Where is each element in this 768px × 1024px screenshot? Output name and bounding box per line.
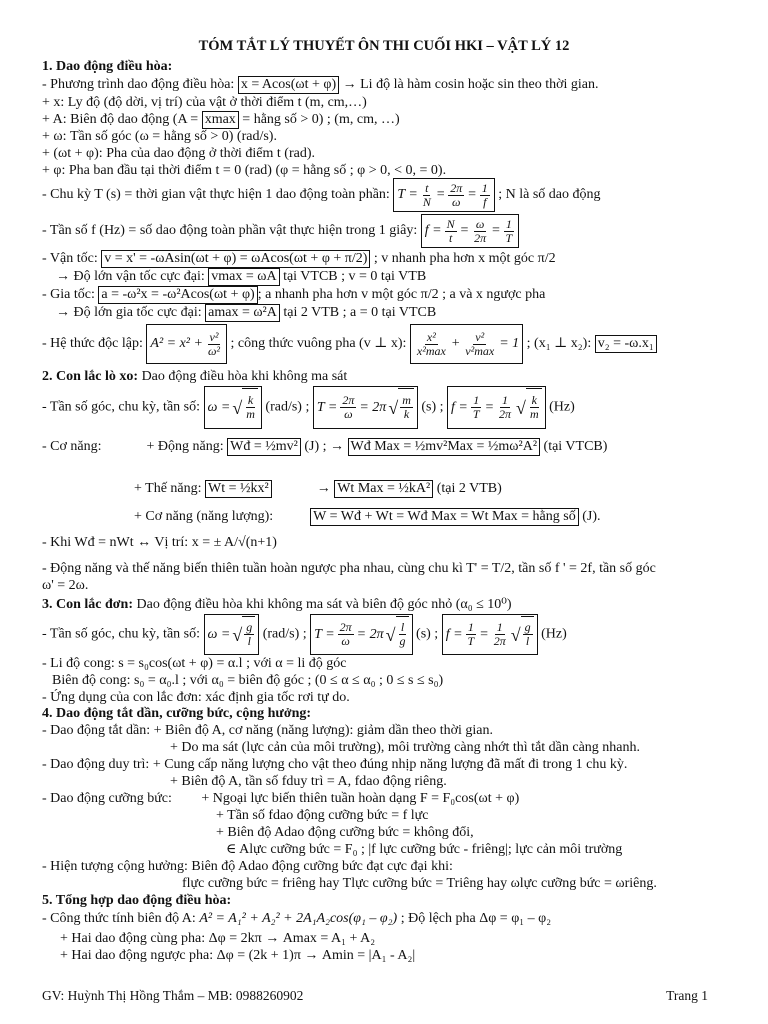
text: (s) ; bbox=[416, 626, 439, 642]
heading-text: 2. Con lắc lò xo: bbox=[42, 369, 139, 384]
text: = hằng số > 0) ; (m, cm, …) bbox=[238, 112, 400, 127]
text: - Công thức tính biên độ A: bbox=[42, 911, 200, 926]
s2-line-2 bbox=[42, 432, 607, 462]
s4-line-5 bbox=[42, 790, 519, 807]
period-formula: T = $\frac{t}{N}$ = $\frac{2\pi}{\omega}$ = $\frac{1}{f}$ bbox=[393, 178, 494, 212]
formula-box: Wđ = ½mv² bbox=[227, 438, 301, 456]
s1-line-8 bbox=[42, 214, 519, 248]
section-1-heading: 1. Dao động điều hòa: bbox=[42, 59, 173, 74]
period-formula: T = $\frac{2\pi}{\omega}$ = 2π √ $\frac{l}{g}$ bbox=[310, 614, 412, 655]
formula-box: v = x' = -ωAsin(ωt + φ) = ωAcos(ωt + φ + π/2) bbox=[101, 250, 370, 268]
s1-line-13 bbox=[42, 324, 657, 364]
formula-box: a = -ω²x = -ω²Acos(ωt + φ) bbox=[98, 286, 257, 304]
s1-line-3 bbox=[42, 111, 400, 129]
s4-line-1 bbox=[42, 722, 493, 739]
s1-line-7 bbox=[42, 178, 601, 212]
s2-line-1 bbox=[42, 386, 575, 429]
s4-line-10: flực cưỡng bức = friêng hay Tlực cưỡng bức = Triêng hay ωlực cưỡng bức = ωriêng. bbox=[182, 876, 657, 891]
text: ; Độ lệch pha Δφ = φ₁ – φ₂ bbox=[397, 911, 552, 926]
footer-page-number: Trang 1 bbox=[666, 988, 708, 1003]
formula-box: xmax bbox=[202, 111, 239, 129]
text: → Độ lớn vận tốc cực đại: bbox=[56, 269, 209, 284]
text: ; a nhanh pha hơn v một góc π/2 ; a và x ngược pha bbox=[257, 287, 546, 302]
text: (Hz) bbox=[541, 626, 567, 642]
text: - Tần số f (Hz) = số dao động toàn phần vật thực hiện trong 1 giây: bbox=[42, 223, 421, 239]
text: (tại 2 VTB) bbox=[433, 481, 502, 496]
formula-box: W = Wđ + Wt = Wđ Max = Wt Max = hằng số bbox=[310, 508, 579, 526]
text: - Phương trình dao động điều hòa: bbox=[42, 77, 238, 92]
text: + Thế năng: bbox=[134, 481, 206, 496]
text: - Dao động cưỡng bức: bbox=[42, 791, 176, 806]
text: + Cơ năng (năng lượng): bbox=[134, 509, 277, 524]
text: - Cơ năng: bbox=[42, 439, 102, 454]
s1-line-12 bbox=[56, 304, 436, 322]
s1-line-10 bbox=[56, 268, 426, 286]
text: (tại VTCB) bbox=[540, 439, 608, 454]
s1-line-5: + (ωt + φ): Pha của dao động ở thời điểm t (rad). bbox=[42, 146, 315, 161]
s4-line-7: + Biên độ Adao động cưỡng bức = không đổi, bbox=[216, 825, 474, 840]
s1-line-1 bbox=[42, 76, 598, 94]
text: Dao động điều hòa khi không ma sát bbox=[138, 369, 348, 384]
s4-line-8: ∈ Alực cưỡng bức = F₀ ; |f lực cưỡng bức - friêng|; lực cản môi trường bbox=[226, 842, 623, 857]
formula-box: Wt Max = ½kA² bbox=[334, 480, 433, 498]
text: + Ngoại lực biến thiên tuần hoàn dạng F = F₀cos(ωt + φ) bbox=[201, 791, 520, 806]
text: - Chu kỳ T (s) = thời gian vật thực hiện 1 dao động toàn phần: bbox=[42, 187, 394, 203]
text: (rad/s) ; bbox=[262, 626, 307, 642]
s5-line-3: + Hai dao động ngược pha: Δφ = (2k + 1)π → Amin = |A₁ - A₂| bbox=[60, 948, 416, 963]
text: tại 2 VTB ; a = 0 tại VTCB bbox=[279, 305, 437, 320]
text: + Động năng: bbox=[146, 439, 228, 454]
text: - Dao động duy trì: bbox=[42, 757, 153, 772]
text: ; công thức vuông pha (v ⊥ x): bbox=[230, 336, 410, 352]
heading-text: 3. Con lắc đơn: bbox=[42, 597, 133, 612]
formula-box: x = Acos(ωt + φ) bbox=[238, 76, 339, 94]
frequency-formula: f = $\frac{N}{t}$ = $\frac{\omega}{2\pi}$ = $\frac{1}{T}$ bbox=[421, 214, 519, 248]
text: (J). bbox=[578, 509, 601, 524]
s4-line-2: + Do ma sát (lực cản của môi trường), môi trường càng nhớt thì tắt dần càng nhanh. bbox=[170, 740, 641, 755]
text: (Hz) bbox=[549, 399, 575, 415]
text: ; v nhanh pha hơn x một góc π/2 bbox=[370, 251, 556, 266]
text: - Gia tốc: bbox=[42, 287, 99, 302]
s3-line-4: - Ứng dụng của con lắc đơn: xác định gia tốc rơi tự do. bbox=[42, 690, 350, 705]
quadrature-formula: $\frac{\text{x²}}{\text{x²max}}$ + $\frac{\text{v²}}{\text{v²max}}$ = 1 bbox=[410, 324, 523, 364]
s2-line-7: ω' = 2ω. bbox=[42, 578, 89, 593]
s2-line-5: - Khi Wđ = nWt ↔ Vị trí: x = ± A/√(n+1) bbox=[42, 535, 277, 550]
text: - Vận tốc: bbox=[42, 251, 102, 266]
section-2-heading bbox=[42, 368, 347, 385]
text: - Hệ thức độc lập: bbox=[42, 336, 147, 352]
s4-line-4: + Biên độ A, tần số fduy trì = A, fdao động riêng. bbox=[170, 774, 447, 789]
s5-line-1 bbox=[42, 910, 551, 927]
page-title: TÓM TẮT LÝ THUYẾT ÔN THI CUỐI HKI – VẬT LÝ 12 bbox=[198, 38, 570, 54]
s3-line-3: Biên độ cong: s₀ = α₀.l ; với α₀ = biên độ góc ; (0 ≤ α ≤ α₀ ; 0 ≤ s ≤ s₀) bbox=[52, 673, 444, 688]
section-4-heading: 4. Dao động tắt dần, cưỡng bức, cộng hưởng: bbox=[42, 706, 312, 721]
text: - Tần số góc, chu kỳ, tần số: bbox=[42, 399, 204, 415]
text: + A: Biên độ dao động (A = bbox=[42, 112, 202, 127]
footer-author: GV: Huỳnh Thị Hồng Thắm – MB: 0988260902 bbox=[42, 988, 304, 1003]
s3-line-1 bbox=[42, 614, 567, 655]
text: + Biên độ A, cơ năng (năng lượng): giảm dần theo thời gian. bbox=[153, 723, 494, 738]
text: Dao động điều hòa khi không ma sát và biên độ góc nhỏ (α₀ ≤ 10⁰) bbox=[133, 597, 512, 612]
independent-formula: A² = x² + $\frac{\text{v²}}{\text{ω²}}$ bbox=[146, 324, 227, 364]
formula-box: v₂ = -ω.x₁ bbox=[595, 335, 657, 353]
s4-line-3 bbox=[42, 756, 627, 773]
formula-box: Wt = ½kx² bbox=[205, 480, 272, 498]
s4-line-6: + Tần số fdao động cưỡng bức = f lực bbox=[216, 808, 429, 823]
s3-line-2: - Li độ cong: s = s₀cos(ωt + φ) = α.l ; với α = li độ góc bbox=[42, 656, 347, 671]
text: - Dao động tắt dần: bbox=[42, 723, 154, 738]
frequency-formula: f = $\frac{1}{T}$ = $\frac{1}{2\pi}$ √ $\frac{k}{m}$ bbox=[447, 386, 546, 429]
s2-line-3 bbox=[134, 474, 502, 504]
section-5-heading: 5. Tổng hợp dao động điều hòa: bbox=[42, 893, 232, 908]
frequency-formula: f = $\frac{1}{T}$ = $\frac{1}{2\pi}$ √ $\frac{g}{l}$ bbox=[442, 614, 538, 655]
s1-line-2: + x: Ly độ (độ dời, vị trí) của vật ở thời điểm t (m, cm,…) bbox=[42, 95, 367, 110]
s1-line-11 bbox=[42, 286, 545, 304]
section-3-heading bbox=[42, 596, 512, 613]
text: (s) ; bbox=[421, 399, 444, 415]
text: + Cung cấp năng lượng cho vật theo đúng nhịp năng lượng đã mất đi trong 1 chu kỳ. bbox=[152, 757, 628, 772]
amplitude-formula: A² = A₁² + A₂² + 2A₁A₂cos(φ₁ – φ₂) bbox=[199, 911, 398, 926]
omega-formula: ω = √ $\frac{g}{l}$ bbox=[204, 614, 260, 655]
text: ; N là số dao động bbox=[498, 187, 601, 203]
s2-line-4 bbox=[134, 508, 601, 526]
s2-line-6: - Động năng và thế năng biến thiên tuần hoàn ngược pha nhau, cùng chu kì T' = T/2, tần số f ' = 2f, tần số góc bbox=[42, 561, 656, 576]
period-formula: T = $\frac{2\pi}{\omega}$ = 2π √ $\frac{m}{k}$ bbox=[313, 386, 418, 429]
text: (rad/s) ; bbox=[265, 399, 310, 415]
text: → Độ lớn gia tốc cực đại: bbox=[56, 305, 206, 320]
text: → bbox=[316, 481, 331, 496]
formula-box: vmax = ωA bbox=[208, 268, 279, 286]
formula-box: Wđ Max = ½mv²Max = ½mω²A² bbox=[348, 438, 541, 456]
text: ; (x₁ ⊥ x₂): bbox=[526, 336, 595, 352]
omega-formula: ω = √ $\frac{k}{m}$ bbox=[204, 386, 262, 429]
text: (J) ; → bbox=[300, 439, 344, 454]
s4-line-9: - Hiện tượng cộng hưởng: Biên độ Adao động cưỡng bức đạt cực đại khi: bbox=[42, 859, 453, 874]
s1-line-9 bbox=[42, 250, 556, 268]
text: - Tần số góc, chu kỳ, tần số: bbox=[42, 626, 204, 642]
text: → Li độ là hàm cosin hoặc sin theo thời gian. bbox=[339, 77, 599, 92]
s1-line-6: + φ: Pha ban đầu tại thời điểm t = 0 (rad) (φ = hằng số ; φ > 0, < 0, = 0). bbox=[42, 163, 447, 178]
s5-line-2: + Hai dao động cùng pha: Δφ = 2kπ → Amax = A₁ + A₂ bbox=[60, 931, 376, 946]
text: tại VTCB ; v = 0 tại VTB bbox=[279, 269, 427, 284]
s1-line-4: + ω: Tần số góc (ω = hằng số > 0) (rad/s). bbox=[42, 129, 277, 144]
formula-box: amax = ω²A bbox=[205, 304, 280, 322]
